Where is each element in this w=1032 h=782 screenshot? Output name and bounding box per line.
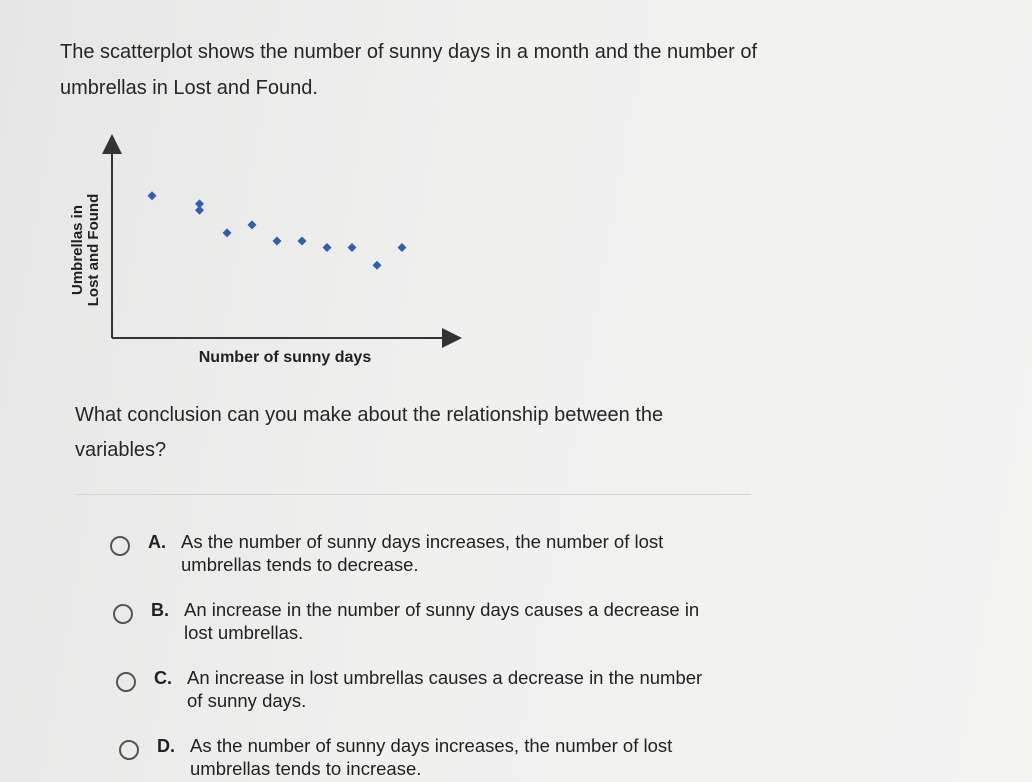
question-text: What conclusion can you make about the relationship between the variables? [75, 404, 664, 461]
scatterplot-svg [60, 130, 480, 380]
option-b-letter: B. [151, 600, 169, 620]
data-point-7 [298, 237, 307, 246]
data-point-4 [223, 228, 232, 237]
option-d[interactable] [117, 734, 777, 782]
option-a-letter: A. [148, 532, 166, 552]
option-b-text-line1: An increase in the number of sunny days causes a decrease in [184, 599, 700, 620]
x-axis-label: Number of sunny days [198, 349, 372, 366]
option-c-letter: C. [154, 668, 172, 688]
option-d-text-line1: As the number of sunny days increases, the number of lost [190, 735, 673, 756]
option-b-text-line2: lost umbrellas. [184, 622, 304, 643]
option-d-text-line2: umbrellas tends to increase. [190, 758, 422, 779]
data-point-5 [248, 220, 257, 229]
data-point-8 [323, 243, 332, 252]
radio-option-a[interactable] [110, 536, 130, 556]
option-b[interactable] [111, 598, 771, 654]
option-c[interactable] [114, 666, 774, 722]
y-axis-label-line1: Umbrellas in [69, 204, 86, 296]
option-c-text-line1: An increase in lost umbrellas causes a decrease in the number [187, 667, 703, 688]
data-point-6 [273, 237, 282, 246]
option-d-letter: D. [157, 736, 175, 756]
radio-option-b[interactable] [113, 604, 133, 624]
divider [75, 494, 751, 495]
option-d-text [190, 734, 770, 780]
data-point-3 [195, 206, 204, 215]
scatterplot [60, 130, 480, 380]
radio-option-d[interactable] [119, 740, 139, 760]
option-c-text-line2: of sunny days. [187, 690, 307, 711]
radio-option-c[interactable] [116, 672, 136, 692]
option-a-text [181, 530, 761, 576]
option-c-text [187, 666, 767, 712]
data-point-9 [348, 243, 357, 252]
option-a[interactable] [108, 530, 768, 586]
data-points [148, 191, 407, 270]
y-axis-label-line2: Lost and Found [85, 193, 102, 307]
intro-text: The scatterplot shows the number of sunny days in a month and the number of umbrellas in Lost and Found. [60, 41, 758, 99]
data-point-11 [398, 243, 407, 252]
data-point-1 [148, 191, 157, 200]
option-a-text-line2: umbrellas tends to decrease. [181, 554, 419, 575]
option-b-text [184, 598, 764, 644]
option-a-text-line1: As the number of sunny days increases, the number of lost [181, 531, 664, 552]
data-point-10 [373, 261, 382, 270]
